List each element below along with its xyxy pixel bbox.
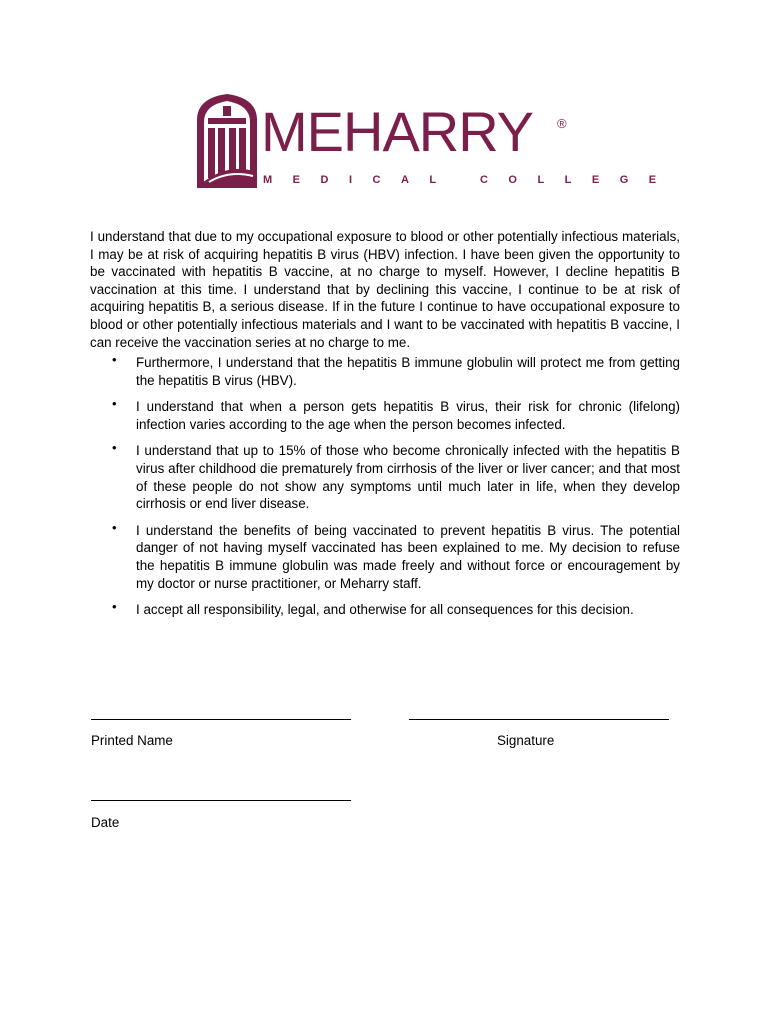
bullet-icon: • (112, 396, 117, 412)
list-item (90, 601, 680, 619)
registered-mark: ® (557, 116, 567, 131)
list-item (90, 442, 680, 512)
bullet-icon: • (112, 352, 117, 367)
printed-name-label: Printed Name (91, 733, 173, 748)
list-item-text: I understand that when a person gets hepatitis B virus, their risk for chronic (lifelong) infection varies according to the age when the person becomes infected. (136, 399, 680, 432)
meharry-logo (195, 90, 677, 190)
list-item-text: I accept all responsibility, legal, and otherwise for all consequences for this decision. (136, 602, 634, 618)
date-label: Date (91, 815, 120, 830)
bullet-icon: • (112, 440, 117, 456)
printed-name-line[interactable] (91, 719, 351, 720)
list-item (90, 398, 680, 433)
list-item-text: I understand the benefits of being vaccinated to prevent hepatitis B virus. The potential danger of not having myself vaccinated has been explained to me. My decision to refuse the hepatitis B immune globulin was made freely and without force or encouragement by my doctor or nurse practitioner, or Meharry staff. (136, 522, 680, 591)
logo-subtitle: MEDICAL COLLEGE (263, 174, 677, 186)
date-line[interactable] (91, 800, 351, 801)
logo-wordmark: MEHARRY (261, 100, 534, 163)
declination-statement: I understand that due to my occupational exposure to blood or other potentially infectious materials, I may be at risk of acquiring hepatitis B virus (HBV) infection. I have been given the opportunity to be vaccinated with hepatitis B vaccine, at no charge to myself. However, I decline hepatitis B vaccination at this time. I understand that by declining this vaccine, I continue to be at risk of acquiring hepatitis B, a serious disease. If in the future I continue to have occupational exposure to blood or other potentially infectious materials and I want to be vaccinated with hepatitis B vaccine, I can receive the vaccination series at no charge to me. (90, 229, 680, 350)
signature-label: Signature (497, 733, 555, 748)
list-item (90, 519, 680, 592)
list-item-text: I understand that up to 15% of those who become chronically infected with the hepatitis B virus after childhood die prematurely from cirrhosis of the liver or liver cancer; and that most of these people do not show any symptoms until much later in life, when they develop cirrhosis or end liver disease. (136, 443, 680, 512)
meharry-building-icon (195, 92, 259, 188)
acknowledgement-list (90, 354, 680, 619)
list-item (90, 354, 680, 389)
bullet-icon: • (112, 519, 117, 535)
signature-line[interactable] (409, 719, 669, 720)
bullet-icon: • (112, 599, 117, 615)
list-item-text: Furthermore, I understand that the hepatitis B immune globulin will protect me from getting the hepatitis B virus (HBV). (136, 355, 680, 388)
